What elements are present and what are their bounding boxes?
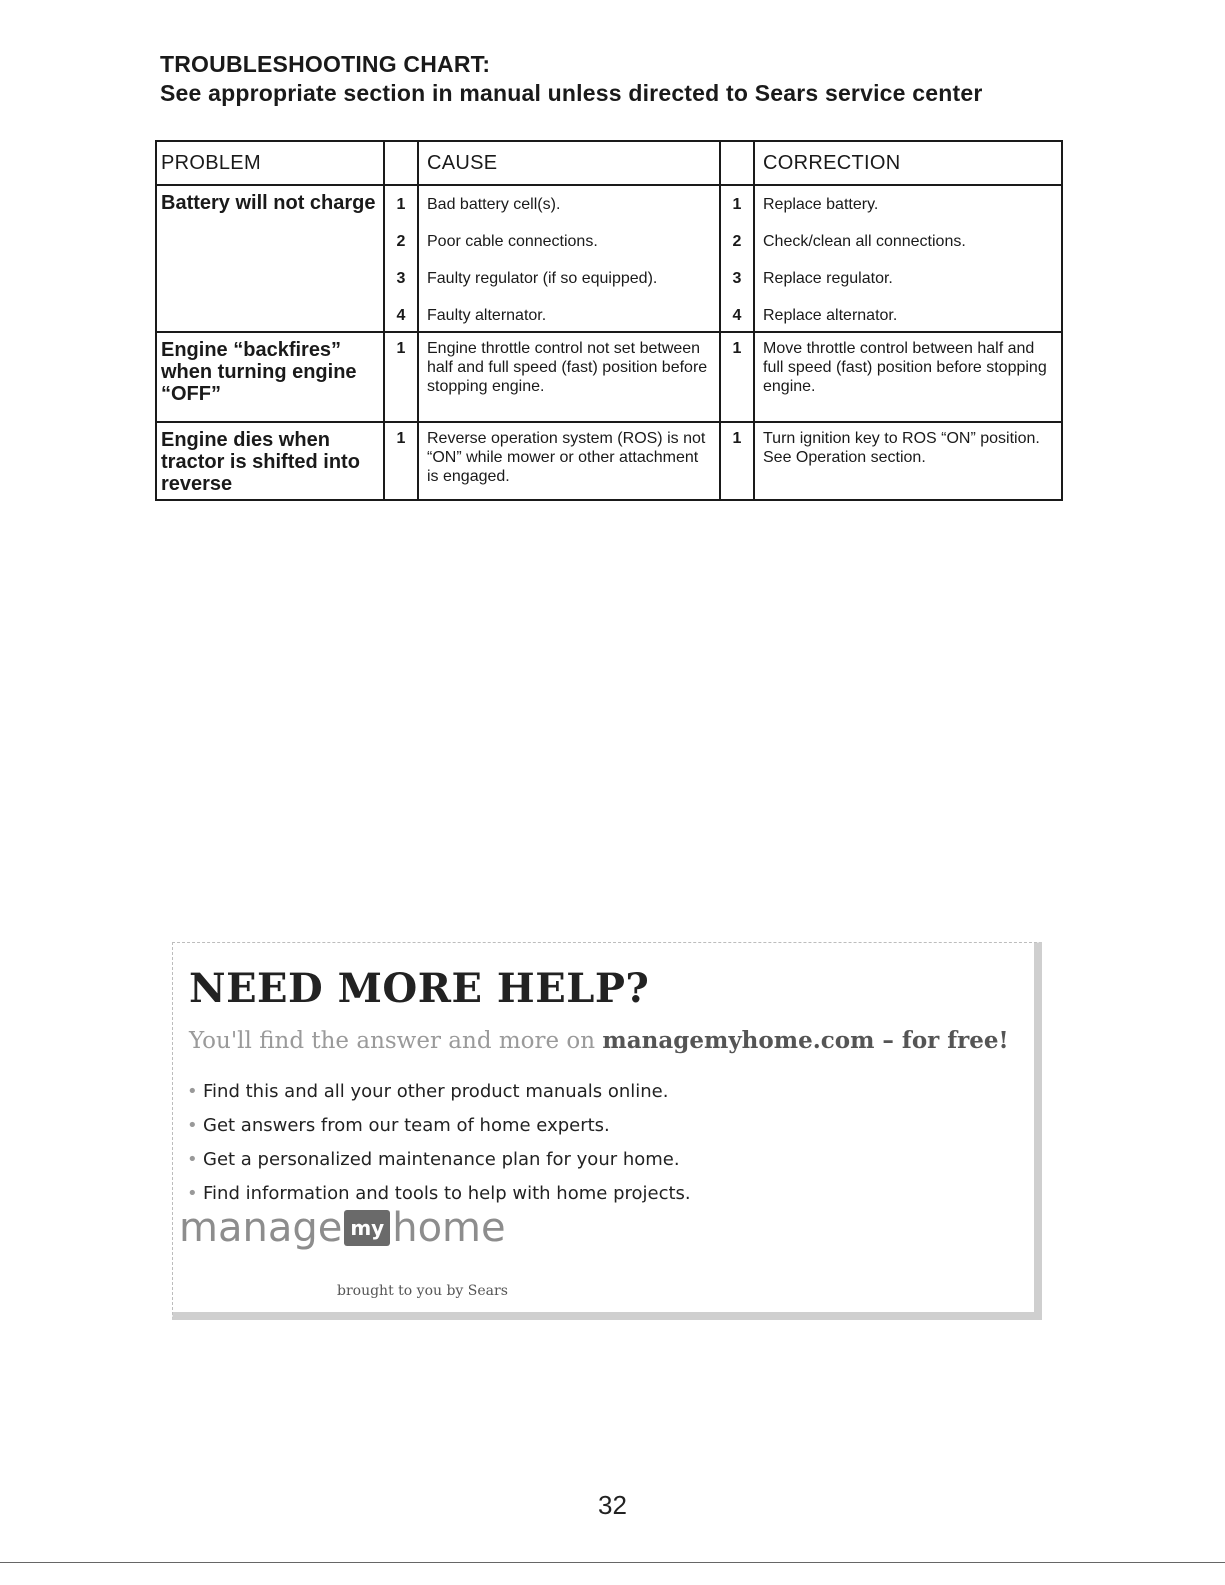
bullet-icon: • bbox=[187, 1115, 198, 1136]
correction-num: 1 bbox=[719, 423, 753, 499]
list-item-text: Find information and tools to help with home projects. bbox=[203, 1183, 691, 1204]
table-header-row bbox=[157, 142, 1061, 184]
correction-text: Move throttle control between half and full speed (fast) position before stopping engine. bbox=[753, 333, 1059, 421]
header-problem: PROBLEM bbox=[161, 152, 261, 174]
correction-col bbox=[753, 186, 1059, 331]
page-heading bbox=[160, 50, 982, 108]
cause-text: Bad battery cell(s). bbox=[427, 196, 561, 213]
help-subtitle bbox=[189, 1027, 1009, 1054]
bullet-icon: • bbox=[187, 1081, 198, 1102]
problem-cell: Engine “backfires” when turning engine “OFF” bbox=[161, 339, 357, 405]
correction-num: 1 bbox=[719, 333, 753, 421]
list-item bbox=[187, 1143, 691, 1177]
cause-text: Reverse operation system (ROS) is not “ON” while mower or other attachment is engaged. bbox=[417, 423, 719, 499]
managemyhome-logo bbox=[179, 1205, 506, 1251]
problem-cell: Engine dies when tractor is shifted into reverse bbox=[161, 429, 360, 495]
troubleshooting-table bbox=[155, 140, 1063, 501]
table-row bbox=[157, 331, 1061, 421]
correction-num: 3 bbox=[732, 270, 742, 287]
correction-text: Replace alternator. bbox=[763, 307, 898, 324]
cause-num: 1 bbox=[383, 423, 417, 499]
table-row bbox=[157, 184, 1061, 331]
list-item-text: Get a personalized maintenance plan for your home. bbox=[203, 1149, 680, 1170]
header-correction: CORRECTION bbox=[753, 142, 1059, 184]
help-subtitle-link[interactable]: managemyhome.com – for free! bbox=[602, 1027, 1009, 1054]
help-subtitle-prefix: You'll find the answer and more on bbox=[189, 1028, 603, 1054]
cause-text: Poor cable connections. bbox=[427, 233, 598, 250]
list-item-text: Get answers from our team of home experts. bbox=[203, 1115, 610, 1136]
cause-text: Faulty regulator (if so equipped). bbox=[427, 270, 658, 287]
cause-num: 3 bbox=[396, 270, 406, 287]
cause-num-col bbox=[383, 186, 417, 331]
cause-col bbox=[417, 186, 719, 331]
logo-manage: manage bbox=[179, 1205, 343, 1251]
cause-num: 4 bbox=[396, 307, 406, 324]
header-cause: CAUSE bbox=[417, 142, 719, 184]
cause-text: Faulty alternator. bbox=[427, 307, 547, 324]
header-num-cause bbox=[383, 142, 417, 184]
brought-by-text: brought to you by Sears bbox=[337, 1283, 508, 1299]
correction-num: 4 bbox=[732, 307, 742, 324]
need-more-help-box bbox=[172, 942, 1042, 1320]
help-bullet-list bbox=[187, 1075, 691, 1211]
list-item bbox=[187, 1109, 691, 1143]
cause-text: Engine throttle control not set between half and full speed (fast) position before stopping engine. bbox=[417, 333, 719, 421]
bullet-icon: • bbox=[187, 1149, 198, 1170]
correction-text: Replace battery. bbox=[763, 196, 879, 213]
logo-home: home bbox=[392, 1205, 506, 1251]
chart-title: TROUBLESHOOTING CHART: bbox=[160, 51, 491, 77]
cause-num: 1 bbox=[383, 333, 417, 421]
bullet-icon: • bbox=[187, 1183, 198, 1204]
cause-num: 1 bbox=[396, 196, 406, 213]
correction-text: Check/clean all connections. bbox=[763, 233, 966, 250]
bottom-divider bbox=[0, 1562, 1225, 1563]
chart-subtitle: See appropriate section in manual unless directed to Sears service center bbox=[160, 80, 983, 106]
correction-num-col bbox=[719, 186, 753, 331]
correction-text: Replace regulator. bbox=[763, 270, 893, 287]
list-item bbox=[187, 1075, 691, 1109]
table-row bbox=[157, 421, 1061, 499]
help-title: NEED MORE HELP? bbox=[189, 965, 650, 1012]
correction-text: Turn ignition key to ROS “ON” position. See Operation section. bbox=[753, 423, 1059, 499]
list-item-text: Find this and all your other product manuals online. bbox=[203, 1081, 669, 1102]
logo-my-badge: my bbox=[344, 1210, 390, 1246]
correction-num: 2 bbox=[732, 233, 742, 250]
cause-num: 2 bbox=[396, 233, 406, 250]
problem-cell: Battery will not charge bbox=[161, 192, 376, 214]
header-num-correction bbox=[719, 142, 753, 184]
page-number: 32 bbox=[598, 1490, 627, 1520]
correction-num: 1 bbox=[732, 196, 742, 213]
